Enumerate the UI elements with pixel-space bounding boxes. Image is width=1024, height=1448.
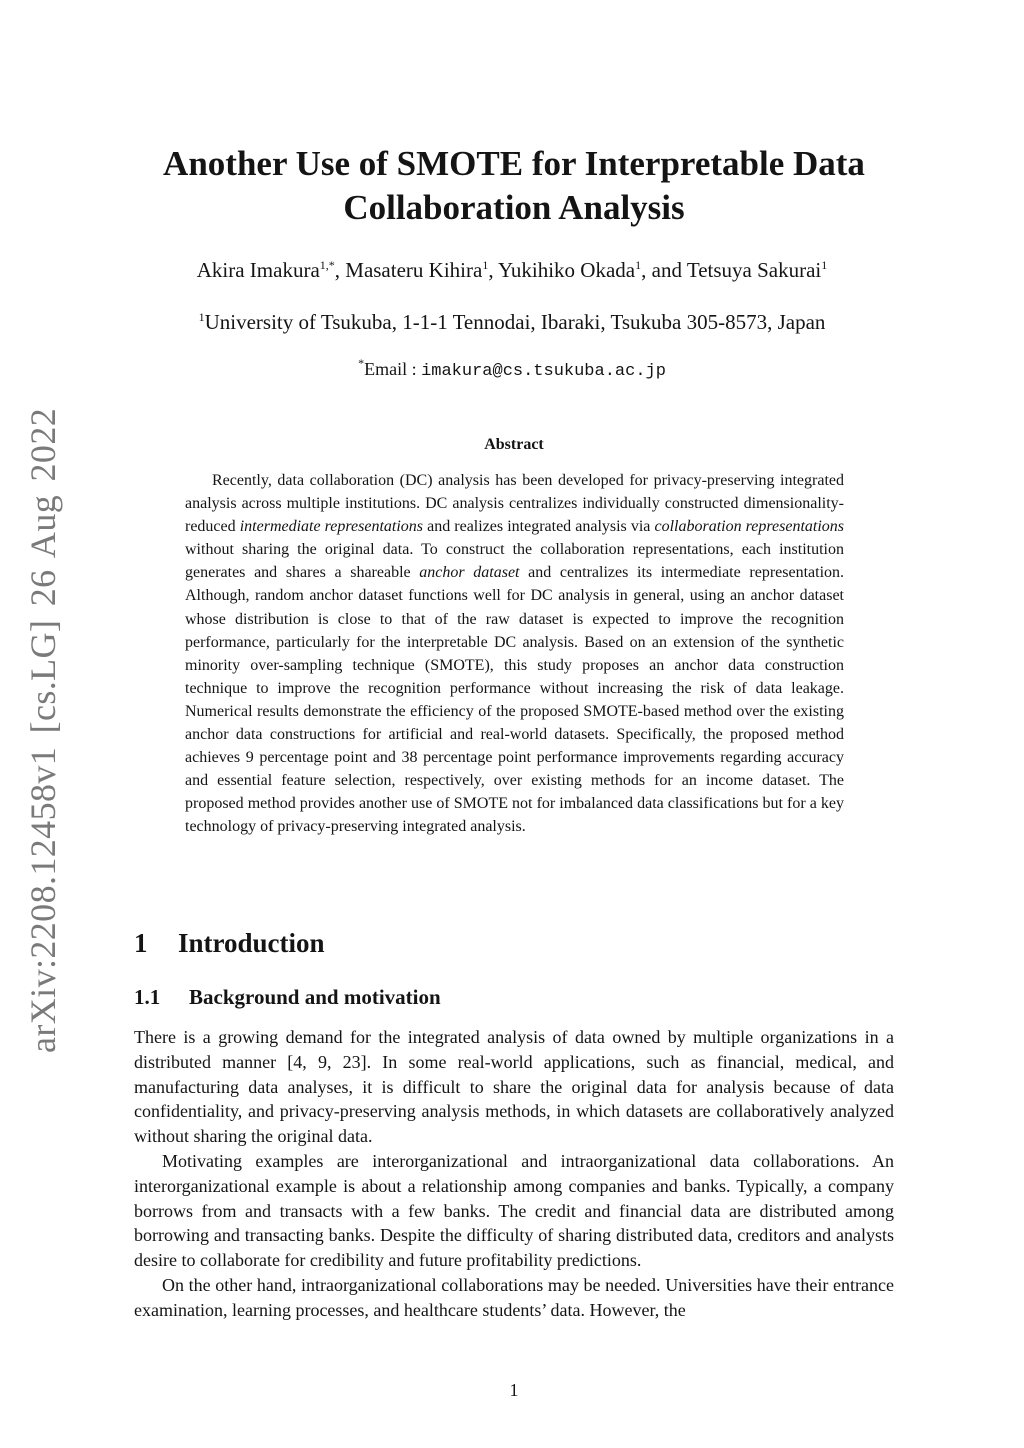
author-affiliation-mark: 1 bbox=[635, 258, 642, 272]
abstract-text: without sharing the original data. To construct the collaboration representations, each institution generates and shares a shareable bbox=[185, 541, 844, 582]
author-name: Masateru Kihira bbox=[345, 258, 483, 282]
abstract-emphasis: collaboration representations bbox=[654, 518, 845, 536]
body-paragraph: On the other hand, intraorganizational collaborations may be needed. Universities have their entrance examination, learning processes, and healthcare students’ data. However, the bbox=[134, 1274, 894, 1320]
subsection-number: 1.1 bbox=[134, 985, 161, 1009]
author-name: Akira Imakura bbox=[196, 258, 320, 282]
body-paragraph: There is a growing demand for the integrated analysis of data owned by multiple organizations in a distributed manner [4, 9, 23]. In some real-world applications, such as financial, medical, and manufacturing data analyses, it is difficult to share the original data for analysis because of data confidentiality, and privacy-preserving analysis methods, in which datasets are collaboratively analyzed without sharing the original data. bbox=[134, 1027, 894, 1147]
section-title: Introduction bbox=[178, 928, 325, 958]
email-address: imakura@cs.tsukuba.ac.jp bbox=[421, 362, 666, 381]
corresponding-author-mark: * bbox=[358, 356, 365, 370]
author-separator: , bbox=[488, 258, 499, 282]
affiliation-mark: 1 bbox=[198, 310, 205, 324]
section-number: 1 bbox=[134, 928, 148, 958]
author-name: Yukihiko Okada bbox=[498, 258, 636, 282]
author-separator: , bbox=[334, 258, 346, 282]
author-list bbox=[0, 256, 1024, 284]
abstract-emphasis: anchor dataset bbox=[419, 564, 520, 582]
introduction-body bbox=[134, 1025, 894, 1323]
author-separator: , and bbox=[641, 258, 687, 282]
abstract-text: Recently, data collaboration (DC) analysis has been developed for privacy-preserving integrated analysis across multiple institutions. DC analysis centralizes individually constructed dimensionality-reduced bbox=[185, 472, 844, 536]
abstract-body bbox=[185, 469, 844, 839]
abstract-emphasis: intermediate representations bbox=[239, 518, 424, 536]
arxiv-identifier-stamp: arXiv:2208.12458v1 [cs.LG] 26 Aug 2022 bbox=[23, 407, 63, 1053]
paper-title: Another Use of SMOTE for Interpretable Data Collaboration Analysis bbox=[163, 144, 865, 227]
affiliation bbox=[0, 308, 1024, 336]
abstract-text: and realizes integrated analysis via bbox=[423, 518, 655, 536]
subsection-heading bbox=[134, 983, 441, 1011]
contact-email-line bbox=[0, 356, 1024, 385]
abstract-heading: Abstract bbox=[484, 436, 544, 453]
affiliation-text: University of Tsukuba, 1-1-1 Tennodai, Ibaraki, Tsukuba 305-8573, Japan bbox=[204, 310, 826, 334]
body-paragraph: Motivating examples are interorganizational and intraorganizational data collaborations. An interorganizational example is about a relationship among companies and banks. Typically, a company borrows from and transacts with a few banks. The credit and financial data are distributed among borrowing and transacting banks. Despite the difficulty of sharing distributed data, creditors and analysts desire to collaborate for credibility and future profitability predictions. bbox=[134, 1150, 894, 1271]
author-affiliation-mark: 1 bbox=[482, 258, 489, 272]
author-affiliation-mark: 1,* bbox=[319, 258, 335, 272]
author-name: Tetsuya Sakurai bbox=[686, 258, 822, 282]
author-affiliation-mark: 1 bbox=[821, 258, 828, 272]
email-label: Email : bbox=[364, 359, 422, 379]
abstract-text: and centralizes its intermediate representation. Although, random anchor dataset functions well for DC analysis in general, using an anchor dataset whose distribution is close to that of the raw dataset is expected to improve the recognition performance, particularly for the interpretable DC analysis. Based on an extension of the synthetic minority over-sampling technique (SMOTE), this study proposes an anchor data construction technique to improve the recognition performance without increasing the risk of data leakage. Numerical results demonstrate the efficiency of the proposed SMOTE-based method over the existing anchor data constructions for artificial and real-world datasets. Specifically, the proposed method achieves 9 percentage point and 38 percentage point performance improvements regarding accuracy and essential feature selection, respectively, over existing methods for an income dataset. The proposed method provides another use of SMOTE not for imbalanced data classifications but for a key technology of privacy-preserving integrated analysis. bbox=[185, 564, 845, 836]
section-heading bbox=[134, 926, 325, 960]
subsection-title: Background and motivation bbox=[189, 985, 441, 1009]
page-number: 1 bbox=[509, 1380, 519, 1400]
